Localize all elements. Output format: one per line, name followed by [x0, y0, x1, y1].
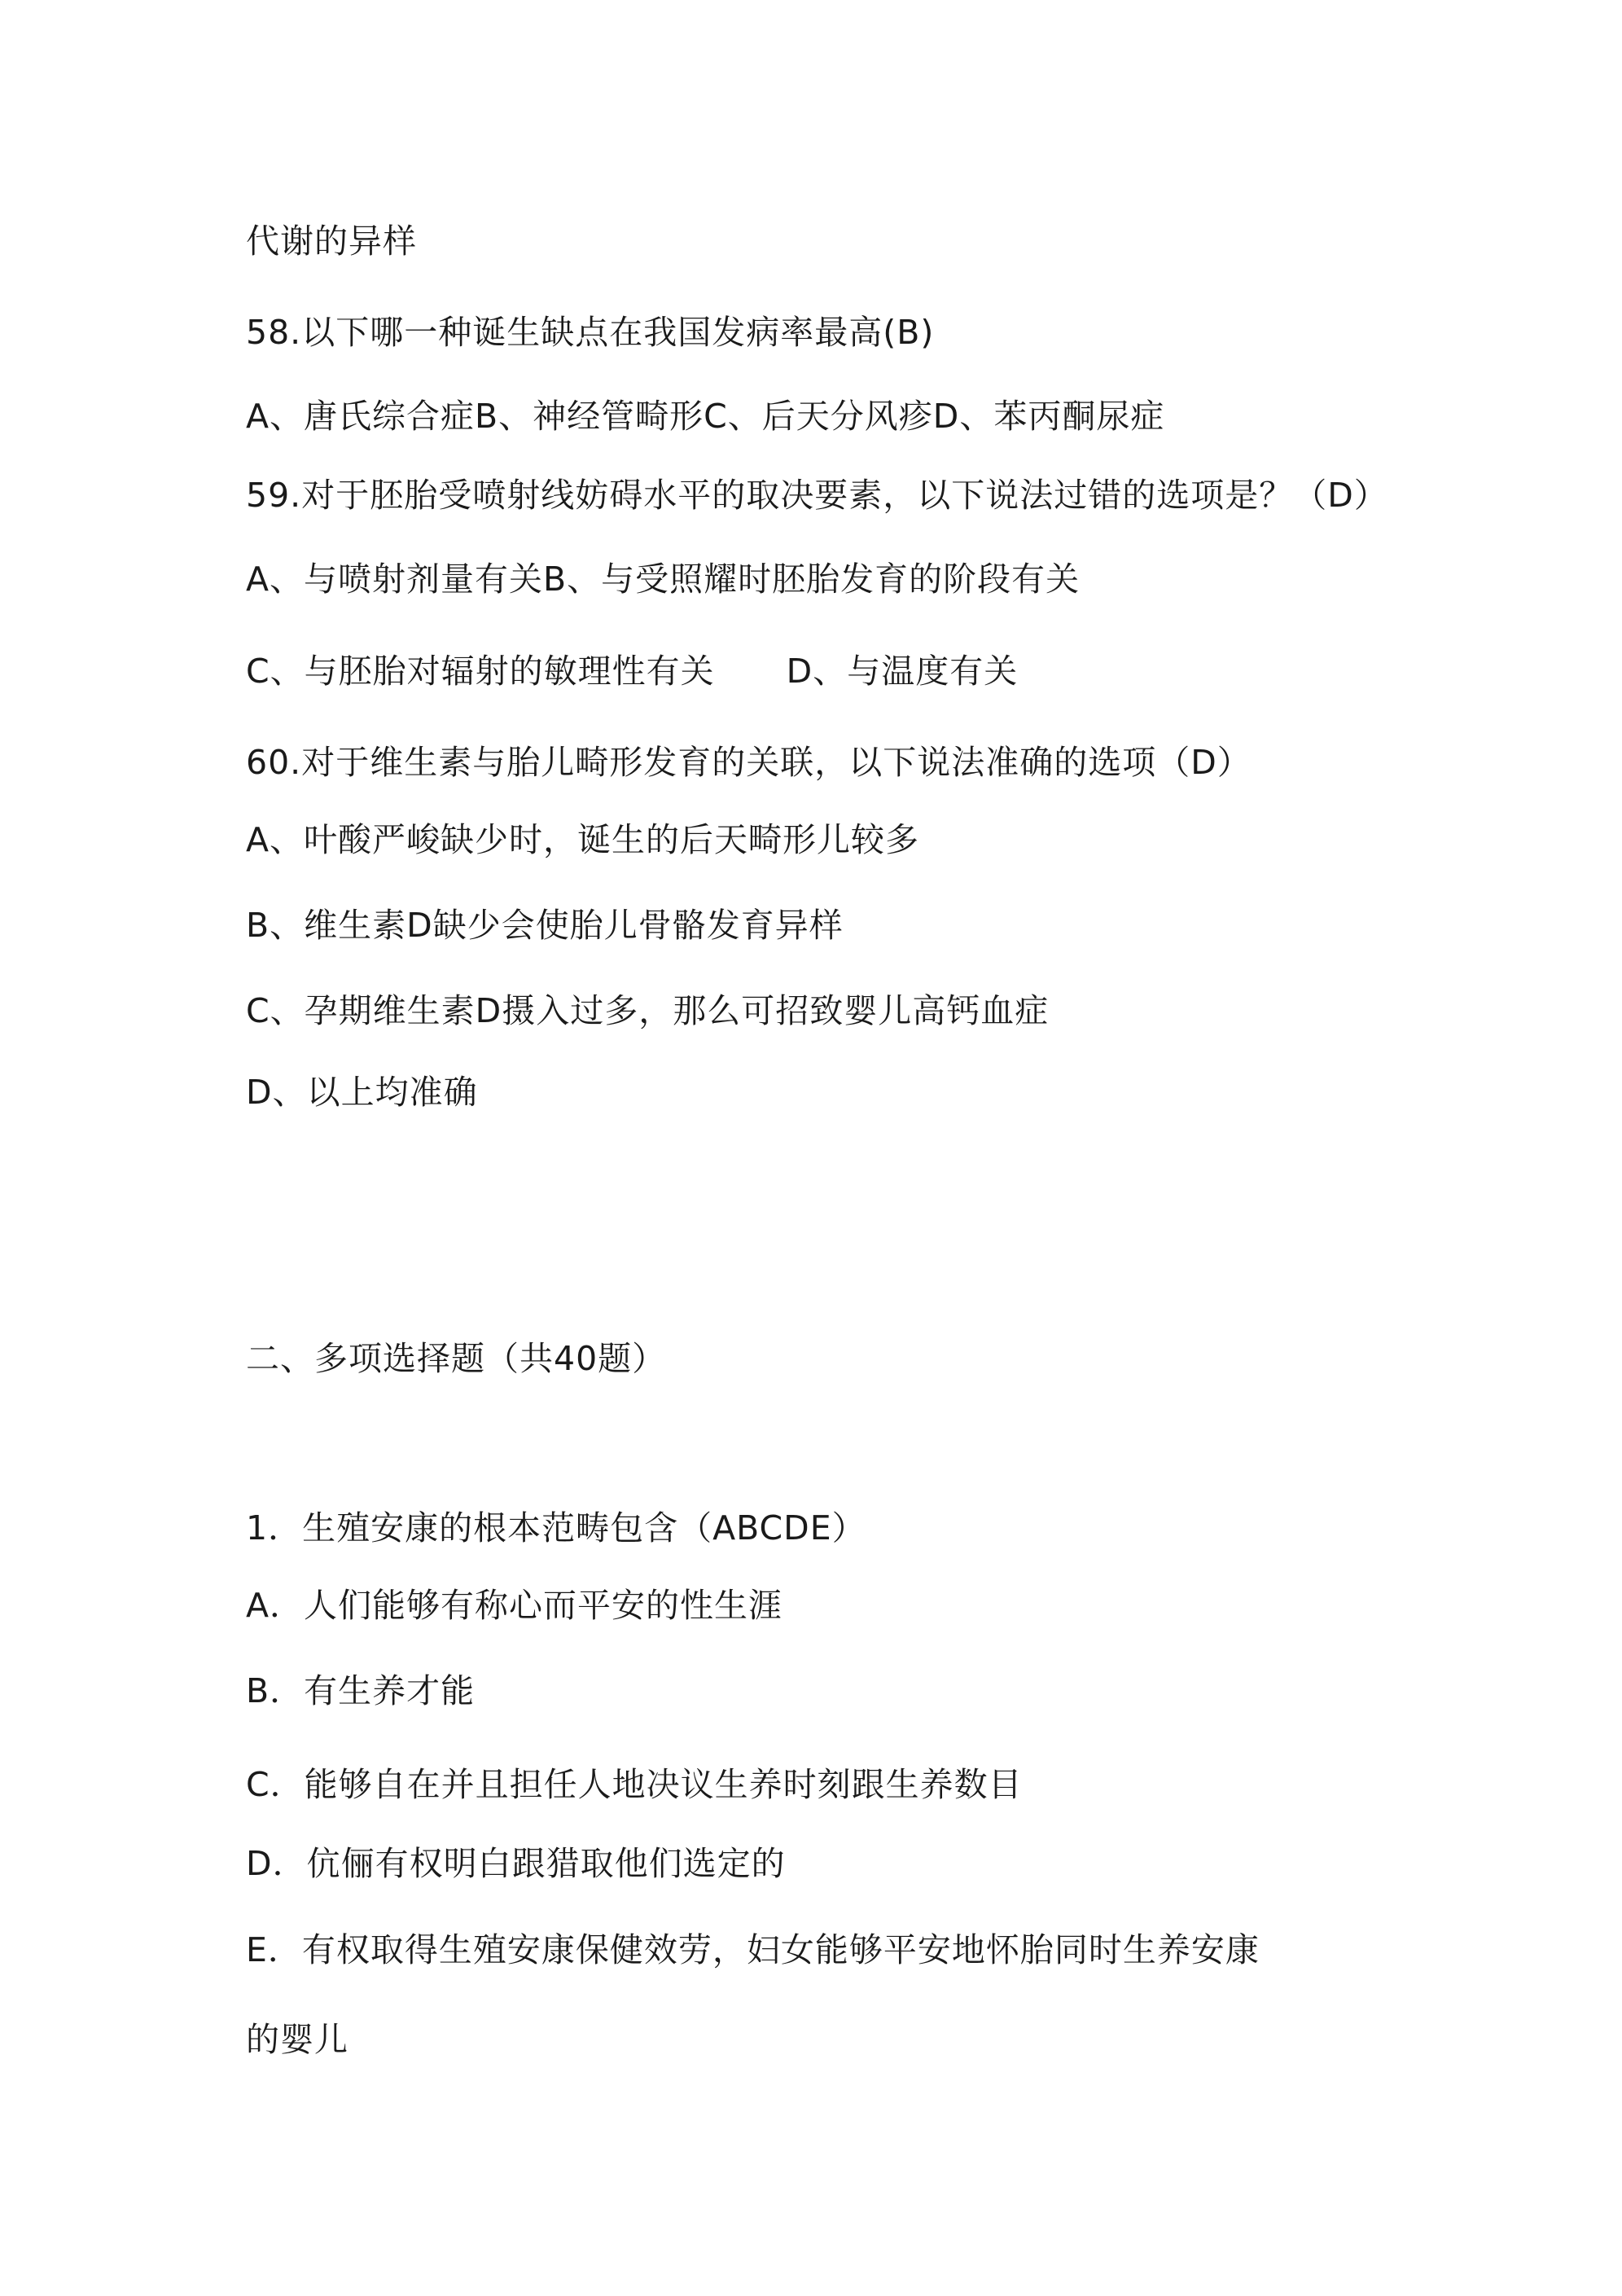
question-59-options-cd: [246, 650, 1018, 692]
question-58-options: A、唐氏综合症B、神经管畸形C、后天分风疹D、苯丙酮尿症: [246, 397, 1165, 436]
question-59-options-ab: A、与喷射剂量有关B、与受照耀时胚胎发育的阶段有关: [246, 560, 1081, 599]
question-60-option-b: B、维生素D缺少会使胎儿骨骼发育异样: [246, 906, 844, 945]
multi-question-1-option-d: D．伉俪有权明白跟猎取他们选定的: [246, 1844, 786, 1883]
section-heading: 二、多项选择题（共40题）: [246, 1339, 667, 1378]
multi-question-1-option-e: E．有权取得生殖安康保健效劳，妇女能够平安地怀胎同时生养安康: [246, 1930, 1260, 1969]
question-59-option-c: C、与胚胎对辐射的敏理性有关: [246, 652, 715, 691]
question-58-stem: 58.以下哪一种诞生缺点在我国发病率最高(B): [246, 313, 935, 352]
multi-question-1-option-c: C．能够自在并且担任人地决议生养时刻跟生养数目: [246, 1765, 1023, 1804]
question-59-option-d: D、与温度有关: [786, 652, 1019, 691]
question-60-option-d: D、以上均准确: [246, 1073, 478, 1112]
multi-question-1-stem: 1．生殖安康的根本范畴包含（ABCDE）: [246, 1508, 866, 1547]
multi-question-1-option-e-continuation: 的婴儿: [246, 2020, 349, 2059]
continuation-text: 代谢的异样: [246, 222, 417, 261]
multi-question-1-option-a: A．人们能够有称心而平安的性生涯: [246, 1586, 783, 1625]
question-60-option-c: C、孕期维生素D摄入过多，那么可招致婴儿高钙血症: [246, 991, 1050, 1030]
multi-question-1-option-b: B．有生养才能: [246, 1671, 476, 1710]
question-59-stem: 59.对于胚胎受喷射线妨碍水平的取决要素，以下说法过错的选项是？（D）: [246, 476, 1388, 515]
question-60-stem: 60.对于维生素与胎儿畸形发育的关联，以下说法准确的选项（D）: [246, 743, 1252, 782]
question-60-option-a: A、叶酸严峻缺少时，诞生的后天畸形儿较多: [246, 820, 920, 859]
